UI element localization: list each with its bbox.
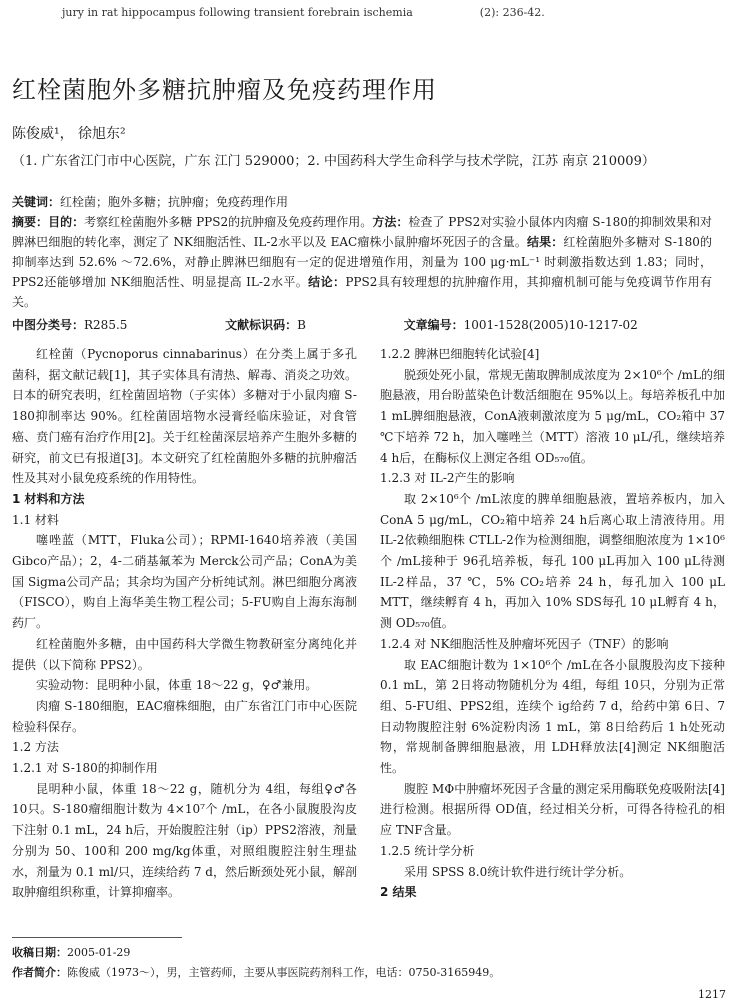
doc-code-label: 文献标识码：: [225, 318, 298, 332]
body-paragraph: 实验动物：昆明种小鼠，体重 18～22 g，♀♂兼用。: [36, 678, 318, 693]
affiliation: （1. 广东省江门市中心医院，广东 江门 529000；2. 中国药科大学生命科学与技术学院，江苏 南京 210009）: [12, 154, 655, 169]
result-label: 结果：: [527, 235, 564, 249]
conclusion-label: 结论：: [308, 275, 346, 289]
body-paragraph: 昆明种小鼠，体重 18～22 g，随机分为 4组，每组♀♂各 10只。S-180瘤细胞计数为 4×10⁷个 /mL，在各小鼠腹股沟皮下注射 0.1 mL，24 h后，开始腹腔注射（ip）PPS2溶液，剂量分别为 50、100和 200 mg/kg体重，对照组腹腔注射生理盐水，剂量为 0.1 ml/只，连续给药 7 d，然后断颈处死小鼠，解剖取肿瘤组织称重，计算抑瘤率。: [12, 781, 357, 900]
received-label: 收稿日期：: [12, 946, 67, 959]
clc-value: R285.5: [84, 318, 128, 332]
article-no-label: 文章编号：: [403, 318, 464, 332]
body-paragraph: 取 EAC细胞计数为 1×10⁶个 /mL在各小鼠腹股沟皮下接种 0.1 mL，第 2日将动物随机分为 4组，每组 10只，分别为正常组、5-FU组、PPS2组，连续个 ig给药 7 d，给药中第 6日、7日动物腹腔注射 6%淀粉肉汤 1 mL，第 8日给药后 1 h处死动物，常规制备脾细胞悬液，用 LDH释放法[4]测定 NK细胞活性。: [380, 657, 725, 776]
body-column-left: [12, 344, 357, 903]
subsection-heading: 1.2 方法: [12, 740, 59, 755]
running-header-text: jury in rat hippocampus following transient forebrain ischemia: [62, 6, 413, 19]
subsection-heading: 1.2.1 对 S-180的抑制作用: [12, 761, 158, 776]
body-paragraph: 取 2×10⁶个 /mL浓度的脾单细胞悬液，置培养板内，加入 ConA 5 μg/mL，CO₂箱中培养 24 h后离心取上清液待用。用 IL-2依赖细胞株 CTLL-2作为检测细胞，调整细胞浓度为 1×10⁶个 /mL接种于 96孔培养板，每孔 100 μL再加入 100 μL待测 IL-2样品，37 ℃，5% CO₂培养 24 h，每孔加入 100 μL MTT，继续孵育 4 h，再加入 10% SDS每孔 10 μL孵育 4 h，测 OD₅₇₀值。: [380, 491, 725, 631]
keywords-label: 关键词：: [12, 195, 61, 209]
running-header-issue: (2): 236-42.: [479, 6, 545, 19]
running-header: [62, 6, 545, 19]
body-paragraph: 红栓菌（Pycnoporus cinnabarinus）在分类上属于多孔菌科，据文献记载[1]，其子实体具有清热、解毒、消炎之功效。日本的研究表明，红栓菌固培物（子实体）多糖对于小鼠肉瘤 S-180抑制率达 90%。红栓菌固培物水浸膏经临床验证，对食管癌、贲门癌有治疗作用[2]。关于红栓菌深层培养产生胞外多糖的研究，前文已有报道[3]。本文研究了红栓菌胞外多糖的抗肿瘤活性及其对小鼠免疫系统的作用特性。: [12, 347, 357, 486]
subsection-heading: 1.2.3 对 IL-2产生的影响: [380, 471, 515, 486]
conclusion-text: PPS2具有较理想的抗肿瘤作用，其抑瘤机制可能与免疫调节作用有关。: [12, 275, 712, 309]
page-number: 1217: [698, 988, 726, 1001]
method-text: 检查了 PPS2对实验小鼠体内肉瘤 S-180的抑制效果和对脾淋巴细胞的转化率，测定了 NK细胞活性、IL-2水平以及 EAC瘤株小鼠肿瘤坏死因子的含量。: [12, 215, 712, 249]
doc-code-value: B: [297, 318, 306, 332]
footnote-received: [12, 944, 130, 960]
authors: 陈俊威¹， 徐旭东²: [12, 126, 126, 142]
received-date: 2005-01-29: [67, 946, 131, 959]
body-paragraph: 肉瘤 S-180细胞，EAC瘤株细胞，由广东省江门市中心医院检验科保存。: [12, 698, 357, 734]
body-paragraph: 噻唑蓝（MTT，Fluka公司）；RPMI-1640培养液（美国 Gibco产品）；2，4-二硝基氟苯为 Merck公司产品；ConA为美国 Sigma公司产品；其余均为国产分析纯试剂。淋巴细胞分离液（FISCO），购自上海华美生物工程公司；5-FU购自上海东海制药厂。: [12, 533, 357, 631]
body-paragraph: 红栓菌胞外多糖，由中国药科大学微生物教研室分离纯化并提供（以下简称 PPS2）。: [12, 636, 357, 672]
body-paragraph: 腹腔 MΦ中肿瘤坏死因子含量的测定采用酶联免疫吸附法[4]进行检测。根据所得 OD值，经过相关分析，可得各待检孔的相应 TNF含量。: [380, 781, 725, 838]
article-no-value: 1001-1528(2005)10-1217-02: [463, 318, 638, 332]
abstract: [12, 212, 712, 312]
subsection-heading: 1.2.4 对 NK细胞活性及肿瘤坏死因子（TNF）的影响: [380, 636, 669, 651]
purpose-text: 考察红栓菌胞外多糖 PPS2的抗肿瘤及免疫药理作用。: [84, 215, 373, 229]
clc-label: 中图分类号：: [12, 318, 85, 332]
subsection-heading: 1.1 材料: [12, 512, 59, 527]
abstract-label: 摘要：: [12, 215, 49, 229]
article-title: 红栓菌胞外多糖抗肿瘤及免疫药理作用: [12, 76, 437, 104]
purpose-label: 目的：: [48, 215, 85, 229]
footnote-author-bio: [12, 964, 500, 980]
method-label: 方法：: [372, 215, 409, 229]
section-heading: 2 结果: [380, 885, 417, 900]
keywords: [12, 192, 712, 212]
keywords-text: 红栓菌；胞外多糖；抗肿瘤；免疫药理作用: [60, 195, 289, 209]
bio-text: 陈俊威（1973～），男，主管药师，主要从事医院药剂科工作，电话：0750-3165949。: [67, 966, 501, 979]
abstract-block: [12, 192, 712, 312]
body-paragraph: 脱颈处死小鼠，常规无菌取脾制成浓度为 2×10⁶个 /mL的细胞悬液，用台盼蓝染色计数活细胞在 95%以上。每培养板孔中加 1 mL脾细胞悬液，ConA液刺激浓度为 5 μg/mL，CO₂箱中 37 ℃下培养 72 h，加入噻唑兰（MTT）溶液 10 μL/孔，继续培养 4 h后，在酶标仪上测定各组 OD₅₇₀值。: [380, 367, 725, 465]
section-heading: 1 材料和方法: [12, 491, 85, 506]
body-paragraph: 采用 SPSS 8.0统计软件进行统计学分析。: [404, 864, 632, 879]
result-text: 红栓菌胞外多糖对 S-180的抑制率达到 52.6% ～72.6%，对静止脾淋巴细胞有一定的促进增殖作用，剂量为 100 μg·mL⁻¹ 时刺激指数达到 1.83；同时，PPS2还能够增加 NK细胞活性、明显提高 IL-2水平。: [12, 235, 712, 289]
bio-label: 作者简介：: [12, 966, 67, 979]
body-column-right: [380, 344, 725, 903]
subsection-heading: 1.2.5 统计学分析: [380, 843, 475, 858]
subsection-heading: 1.2.2 脾淋巴细胞转化试验[4]: [380, 347, 540, 361]
footnote-rule: [12, 937, 182, 938]
classification-row: [12, 316, 712, 333]
